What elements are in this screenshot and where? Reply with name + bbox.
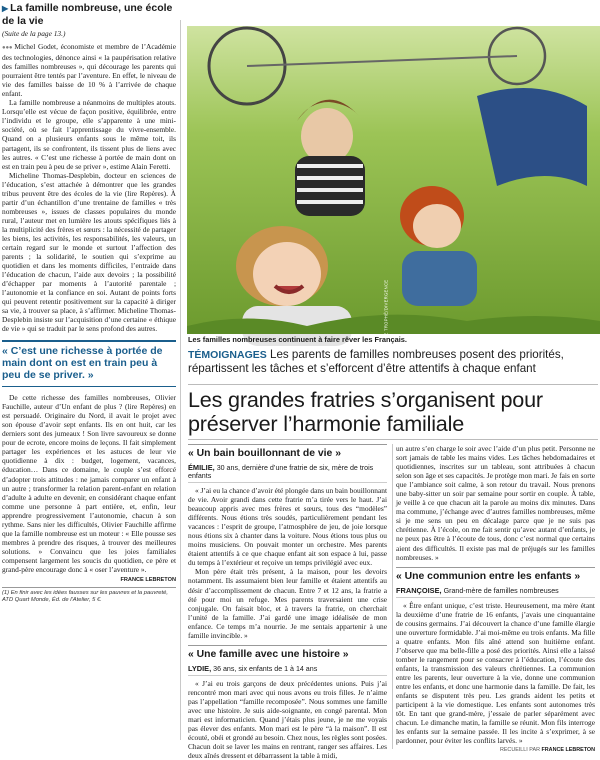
dots-icon: ●●●: [2, 45, 13, 51]
testimony-columns: [188, 444, 598, 760]
testimony-body: [188, 486, 387, 640]
column-divider: [392, 444, 393, 749]
paragraph: « J’ai eu la chance d’avoir été plongée dans un bain bouillonnant de vie. Avoir grandi dans cette fratrie m’a tirée vers le haut. J’ai beaucoup appris avec mes frères et sœurs, tous des “modèles” différents. Nous étions très soudés, particulièrement pendant les vacances : l’esprit de groupe, l’atmosphère de jeu, de joie lorsque nous étions six à chanter dans la voiture. Nous étions tous plus ou moins musiciens. On pouvait monter un orchestre. Mes parents étaient attentifs à ce que chaque enfant ait son espace à lui, passe du temps à l’extérieur et reçoive un temps privilégié avec eux.: [188, 486, 387, 568]
article-title-text: La famille nombreuse, une école de la vie: [2, 2, 173, 27]
testimony-body: [396, 601, 595, 746]
column-divider: [180, 20, 181, 740]
rule: [188, 384, 598, 385]
article-title: [2, 2, 176, 27]
footnote: (1) En finir avec les idées fausses sur les pauvres et la pauvreté, ATD Quart Monde, Éd. de l’Atelier, 5 €.: [2, 587, 176, 604]
paragraph: Micheline Thomas-Desplebin, docteur en sciences de l’éducation, s’est attachée à démontrer que les grandes tribus peuvent être des écoles de la vie (lire Repères). À partir d’un échantillon d’une trentaine de familles « très nombreuses », issues de classes populaires du monde rural, l’auteur met en lumière les atouts spécifiques liés à la multiplicité des frères et sœurs : la nécessité de partager les biens, les activités, les responsabilités, les valeurs, un certain regard sur le monde et surtout l’affection des parents ; la solidarité, le soutien qui s’exprime au quotidien et dans les moments difficiles, l’entraide dans l’éducation de chacun, l’aide aux devoirs ; la possibilité d’échapper par moments à l’autorité parentale ; l’autonomie et la confiance en soi. Autant de points forts qui peuvent retentir positivement sur la capacité à diriger sa vie, à trouver sa place, à s’affirmer. Micheline Thomas-Desplebin insiste sur l’acquisition d’une certaine « éthique de vie » qui se traduit par le sens profond des autres.: [2, 170, 176, 334]
temoignages-deck: [188, 348, 598, 376]
pull-quote: « C’est une richesse à portée de main dont on est en train peu à peu de se priver. »: [2, 340, 176, 388]
paragraph: un autre s’en charge le soir avec l’aide d’un plus petit. Personne ne sort jamais de table les mains vides. Les tâches hebdomadaires et quotidiennes, inscrites sur un tableau, sont attribuées à chacun selon son âge et ses capacités. Je protège mon mari. Je fais en sorte que l’ambiance soit calme, à son retour du travail. Nous prenons une baby-sitter un soir par semaine pour sortir en couple. À table, je veille à ce que chacun ait la parole au moins dix minutes. Dans ma commune, j’échange avec d’autres familles nombreuses, même si je me sens un peu en décalage parce que je ne suis pas chrétienne. À l’école, on me fait sentir qu’avec autant d’enfants, je ne peux pas être à l’écoute de tous, donc c’est normal que certains aient des difficultés. Il existe pas mal de préjugés sur les familles nombreuses. »: [396, 444, 595, 562]
column-1: [188, 444, 387, 760]
left-column: [2, 2, 176, 750]
person-lydie: LYDIE, 36 ans, six enfants de 1 à 14 ans: [188, 664, 387, 676]
paragraph: De cette richesse des familles nombreuses, Olivier Fauchille, auteur d’Un enfant de plus ? (lire Repères) en est persuadé. Originaire du Nord, il avait le projet avec son épouse d’avoir sept enfants. Ils en ont huit, car les derniers sont des jumeaux ! Son livre savoureux se donne pour de ecrote, encore moins de leçons. Il fait simplement partager les expériences et les astuces de leur vie quotidienne à dix : budget, logement, vacances, éducation… Dans ce domaine, le couple s’est efforcé d’adopter trois attitudes : ne jamais comparer un enfant à un autre ; transformer la relation parent-enfant en relation d’adulte à adulte en devenir, en considérant chaque enfant comme une personne à part entière, et, enfin, leur apprendre progressivement l’autonomie, chacun à son rythme. Sans nier les difficultés, Olivier Fauchille affirme que la famille nombreuse est un moteur : « Elle pousse ses membres à prendre des risques, à trouver des meilleures solutions. » Convaincu que les joies familiales compensent largement les soucis du quotidien, ce père et grand-père encourage donc à « oser l’aventure ».: [2, 393, 176, 574]
paragraph: « J’ai eu trois garçons de deux précédentes unions. Puis j’ai rencontré mon mari avec qui nous avons eu trois filles. Je n’aime pas l’appellation “famille recomposée”. Nous sommes une famille avec une histoire. Je suis aide-soignante, en congé parental. Mon mari est informaticien. Quand j’étais plus jeune, je ne me voyais pas élever des enfants. Mon mari est le père “à la maison”. Il est écouté, obéi et grondé au besoin. Chez nous, les règles sont posées. Chacun doit se laver les mains en rentrant, ranger ses affaires. Les deux aînés dressent et débarrassent la table à midi,: [188, 678, 387, 760]
article-body: [2, 42, 176, 334]
person-francoise: FRANÇOISE, Grand-mère de familles nombreuses: [396, 586, 595, 598]
headline: Les grandes fratries s’organisent pour préserver l’harmonie familiale: [188, 387, 543, 436]
family-photo-illustration: [187, 26, 600, 334]
testimony-body: [188, 679, 387, 760]
photo-credit: STÉPHANE TROPHÉ/DIVERGENCE: [383, 279, 389, 358]
subhead-francoise: « Une communion entre les enfants »: [396, 567, 595, 583]
photo-caption: Les familles nombreuses continuent à faire rêver les Français.: [188, 335, 407, 344]
rule: [188, 439, 598, 440]
column-2: [396, 444, 595, 754]
continuation-note: (Suite de la page 13.): [2, 29, 66, 38]
person-emilie: ÉMILIE, 30 ans, dernière d’une fratrie de six, mère de trois enfants: [188, 463, 387, 483]
paragraph: La famille nombreuse a néanmoins de multiples atouts. Lorsqu’elle est vécue de façon positive, équilibrée, entre l’individu et le groupe, elle s’apparente à une mini-société, où se fait l’apprentissage du vivre-ensemble. Quand on a plusieurs enfants sous le même toit, ils partagent, ils se confrontent, ils tissent plus de liens avec les autres. « C’est une richesse à portée de main dont on est en train peu à peu de se priver », estime Alain Feretti.: [2, 98, 176, 171]
paragraph: ●●● Michel Godet, économiste et membre de l’Académie des technologies, dénonce ainsi « la paupérisation relative des familles nombreuses », qui décourage les parents qui pourraient être tentés par l’aventure. En effet, le niveau de vie des familles baisse de 10 % à l’arrivée de chaque enfant.: [2, 42, 176, 99]
testimony-body: [396, 444, 595, 562]
subhead-lydie: « Une famille avec une histoire »: [188, 645, 387, 661]
subhead-emilie: « Un bain bouillonnant de vie »: [188, 444, 387, 460]
triangle-icon: ▶: [2, 4, 9, 13]
paragraph: Mon père était très présent, à la maison, pour les devoirs notamment. Ils assumaient bien leur famille et étaient attentifs au désir d’accomplissement de chacun. Entre 7 et 12 ans, la fratrie a été pour moi un refuge. Mes parents traversaient une crise conjugale. On faisait bloc, et à travers la fratrie, on cherchait l’unité de la famille. J’ai gardé une image idéalisée de mon enfance. Ce temps m’a nourrie. Je me sentais appartenir à une famille invincible. »: [188, 567, 387, 640]
author-credit: FRANCE LEBRETON: [120, 577, 176, 584]
paragraph: « Être enfant unique, c’est triste. Heureusement, ma mère étant la deuxième d’une fratrie de 16 enfants, j’avais une cinquantaine de cousins germains. J’ai découvert la chance d’une famille élargie une ouverture formidable. J’ai moi-même eu trois enfants. Ma fille a quatre enfants. Mon fils aîné attend son huitième enfant. J’observe que ma belle-fille a posé des priorités. Ainsi elle a laissé tomber le rangement pour se consacrer à l’éducation, l’écoute des enfants, la transmission des valeurs chrétiennes. La communion entre les parents, leur ouverture à la vie, donne une communion entre les enfants, et donc une harmonie dans la famille. De fait, les enfants se disputent très peu. Les grands aident les petits et participent à la vie domestique. Les enfants sont autonomes très tôt. En tant que grand-mère, j’essaie de parler séparément avec chacun. Le dimanche matin, la famille se réunit. Mon fils interroge les enfants sur la semaine passée. Il les incite à s’exprimer, à se pardonner, pour éviter les conflits larvés. »: [396, 600, 595, 746]
collected-by: RECUEILLI PAR FRANCE LEBRETON: [499, 747, 595, 754]
article-body-continued: [2, 393, 176, 574]
section-tag: TÉMOIGNAGES: [188, 349, 267, 361]
deck-text: Les parents de familles nombreuses posent des priorités, répartissent les tâches et s’efforcent d’être attentifs à chaque enfant: [188, 348, 564, 376]
